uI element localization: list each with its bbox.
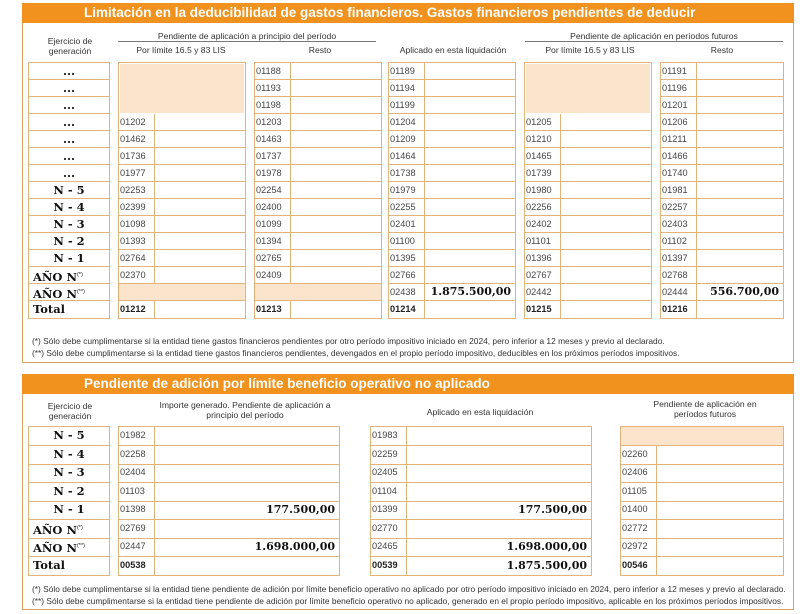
s2-row[interactable] [621,483,783,502]
s1-row [119,284,245,301]
s1-note-2: (**) Sólo debe cumplimentarse si la entidad tiene gastos financieros pendientes, devengados en el propio período impositivo, deducibles en los próximos períodos impositivos. [32,348,680,358]
s1-ejercicio-text: ... [62,98,75,112]
s1-row[interactable] [255,216,381,233]
s2-field-code: 02772 [621,520,657,538]
s2-ejercicio-row [29,483,109,502]
s1-row[interactable] [661,148,783,165]
s2-ejercicio-text: N - 5 [53,428,85,442]
s1-row[interactable] [119,131,245,148]
s1-row [255,284,381,301]
s2-total-row[interactable] [371,557,591,576]
s1-hdr-rule-2 [525,41,783,42]
s1-row[interactable] [119,182,245,199]
s2-row[interactable] [119,538,339,557]
s1-row[interactable] [661,114,783,131]
s1-ejercicio-label [29,148,109,164]
s1-field-code: 02765 [255,250,291,266]
s2-field-value: 1.875.500,00 [506,559,587,572]
s2-total-label: Total [33,558,66,572]
s1-field-code: 02253 [119,182,155,198]
s1-row[interactable] [389,80,515,97]
s1-row[interactable] [119,267,245,284]
s2-row[interactable] [371,427,591,446]
s2-field-code: 02769 [119,520,155,538]
s1-field-code: 02767 [525,267,561,283]
s1-field-code: 01396 [525,250,561,266]
s1-row[interactable] [255,250,381,267]
s2-field-code: 02972 [621,538,657,556]
s1-field-code: 01216 [661,301,697,318]
s1-field-code: 01463 [255,131,291,147]
s1-field-code: 01213 [255,301,291,318]
s1-hdr-rule-1 [118,41,376,42]
s2-row [621,427,783,446]
s2-ejercicio-column [28,426,110,576]
s2-field-code: 01983 [371,427,407,445]
s1-total-row[interactable] [661,301,783,318]
s1-ejercicio-label [29,97,109,113]
s1-field-code: 01466 [661,148,697,164]
s1-ejercicio-column [28,62,110,319]
s2-row[interactable] [119,427,339,446]
s2-total-row[interactable] [621,557,783,576]
s1-row[interactable] [255,182,381,199]
s2-ejercicio-row [29,520,109,539]
s1-ejercicio-text: AÑO N [33,287,77,301]
s1-field-value: 556.700,00 [710,285,779,298]
s1-field-code: 01465 [525,148,561,164]
s1-field-code: 01737 [255,148,291,164]
s1-row[interactable] [389,284,515,301]
s1-field-code: 01211 [661,131,697,147]
s1-row[interactable] [255,114,381,131]
s1-total-row[interactable] [255,301,381,318]
s2-field-value: 177.500,00 [518,503,587,516]
s1-row[interactable] [255,233,381,250]
s1-field-code: 01979 [389,182,425,198]
s2-ejercicio-row [29,557,109,576]
s1-field-code: 02256 [525,199,561,215]
s1-row[interactable] [389,216,515,233]
section1-title: Limitación en la deducibilidad de gastos financieros. Gastos financieros pendientes de deducir [22,3,794,23]
s2-ejercicio-text: N - 2 [53,484,85,498]
s2-row[interactable] [621,520,783,539]
s1-ejercicio-label [29,165,109,181]
s1-shaded-area [120,64,244,113]
section2-title: Pendiente de adición por límite beneficio operativo no aplicado [22,374,794,394]
s2-hdr-aplicado: Aplicado en esta liquidación [426,407,534,417]
s1-row[interactable] [255,165,381,182]
s2-column-col_c [620,426,784,576]
s1-row[interactable] [661,250,783,267]
s1-ejercicio-label [29,267,109,285]
s2-field-code: 02258 [119,446,155,464]
s2-ejercicio-row [29,501,109,520]
s1-ejercicio-label [29,233,109,249]
s1-row[interactable] [389,165,515,182]
s2-field-code: 01104 [371,483,407,501]
s1-ejercicio-row [29,80,109,97]
s2-ejercicio-label [29,520,109,539]
s1-ejercicio-text: N - 3 [53,217,85,231]
s1-field-code: 01212 [119,301,155,318]
s1-field-code: 01202 [119,114,155,130]
s1-row[interactable] [525,233,651,250]
s1-field-code: 01214 [389,301,425,318]
s1-hdr-pendiente-inicio: Pendiente de aplicación a principio del período [157,31,337,41]
s1-field-code: 01203 [255,114,291,130]
s1-field-code: 02766 [389,267,425,283]
s1-row[interactable] [661,216,783,233]
s1-hdr-por-limite-2: Por límite 16.5 y 83 LIS [545,45,635,55]
s1-row[interactable] [389,97,515,114]
s2-row[interactable] [621,538,783,557]
s1-hdr-por-limite: Por límite 16.5 y 83 LIS [136,45,226,55]
s1-ejercicio-label [29,80,109,96]
s1-row[interactable] [661,284,783,301]
s1-field-code: 01981 [661,182,697,198]
s2-ejercicio-label [29,427,109,444]
s1-ejercicio-row [29,114,109,131]
s1-hdr-resto: Resto [308,45,332,55]
s1-row[interactable] [389,233,515,250]
s1-row[interactable] [525,216,651,233]
s2-ejercicio-row [29,464,109,483]
s2-field-code: 01398 [119,501,155,519]
s2-total-row[interactable] [119,557,339,576]
s2-field-code: 01103 [119,483,155,501]
s1-field-code: 01196 [661,80,697,96]
s2-field-code: 01399 [371,501,407,519]
s1-row[interactable] [119,199,245,216]
s1-row[interactable] [255,131,381,148]
s1-ejercicio-label [29,284,109,302]
s1-field-code: 01215 [525,301,561,318]
s1-field-code: 01102 [661,233,697,249]
s1-row[interactable] [255,267,381,284]
s1-ejercicio-label [29,131,109,147]
s1-row[interactable] [525,165,651,182]
s1-ejercicio-text: N - 2 [53,234,85,248]
s2-ejercicio-label [29,464,109,481]
s1-ejercicio-row [29,199,109,216]
s1-row[interactable] [389,148,515,165]
s1-ejercicio-row [29,250,109,267]
s1-row[interactable] [661,182,783,199]
s2-field-code: 01400 [621,501,657,519]
s1-field-code: 02254 [255,182,291,198]
s2-field-code: 02447 [119,538,155,556]
s2-row[interactable] [371,483,591,502]
s1-field-code: 01740 [661,165,697,181]
s1-ejercicio-text: ... [62,115,75,129]
s2-column-col_b [370,426,592,576]
s2-row[interactable] [119,501,339,520]
s2-field-value: 1.698.000,00 [506,540,587,553]
s1-row[interactable] [525,199,651,216]
s2-row[interactable] [621,501,783,520]
s1-row[interactable] [661,63,783,80]
s1-field-code: 02444 [661,284,697,300]
s1-field-code: 02400 [255,199,291,215]
s1-row[interactable] [661,165,783,182]
s1-ejercicio-text: ... [62,81,75,95]
s1-ejercicio-row [29,284,109,301]
s1-total-row[interactable] [119,301,245,318]
s1-row[interactable] [255,63,381,80]
s1-row[interactable] [661,131,783,148]
s1-field-code: 01736 [119,148,155,164]
s1-ejercicio-label [29,216,109,232]
s1-ejercicio-text: AÑO N [33,270,77,284]
s1-field-code: 01739 [525,165,561,181]
s2-ejercicio-row [29,446,109,465]
s2-row[interactable] [371,464,591,483]
s1-field-code: 02399 [119,199,155,215]
s2-footnote-mark: (*) [76,525,83,531]
s2-ejercicio-text: AÑO N [33,523,77,537]
s1-row[interactable] [525,284,651,301]
s2-hdr-pendiente: Pendiente de aplicación en períodos futuros [653,399,757,419]
s2-hdr-importe: Importe generado. Pendiente de aplicación a principio del período [159,400,331,420]
s1-ejercicio-row [29,131,109,148]
s1-ejercicio-row [29,63,109,80]
s2-field-code: 02405 [371,464,407,482]
s1-field-code: 01205 [525,114,561,130]
s1-row[interactable] [255,199,381,216]
s2-ejercicio-text: AÑO N [33,541,77,555]
s1-ejercicio-row [29,97,109,114]
s2-field-code: 02259 [371,446,407,464]
s1-row[interactable] [389,182,515,199]
s2-field-code: 02770 [371,520,407,538]
s2-footnote-mark: (**) [76,543,85,549]
s1-row[interactable] [525,114,651,131]
s1-ejercicio-label [29,250,109,266]
s1-ejercicio-row [29,267,109,284]
s1-row[interactable] [255,97,381,114]
s1-ejercicio-row [29,148,109,165]
s2-row[interactable] [371,446,591,465]
s1-field-code: 01204 [389,114,425,130]
s1-row[interactable] [389,199,515,216]
s1-hdr-pendiente-futuros: Pendiente de aplicación en períodos futuros [570,31,738,41]
s1-field-code: 01394 [255,233,291,249]
s1-footnote-mark: (**) [76,289,85,295]
s2-row[interactable] [119,446,339,465]
s1-row[interactable] [389,267,515,284]
s2-row[interactable] [621,464,783,483]
s1-field-value: 1.875.500,00 [430,285,511,298]
s1-ejercicio-text: N - 4 [53,200,85,214]
s1-ejercicio-text: ... [62,132,75,146]
s1-ejercicio-label [29,182,109,198]
s1-field-code: 02401 [389,216,425,232]
s1-ejercicio-label [29,114,109,130]
s1-field-code: 01100 [389,233,425,249]
s1-hdr-ejercicio: Ejercicio de generación [47,36,93,56]
s2-field-code: 00546 [621,557,657,576]
s1-row[interactable] [255,148,381,165]
s2-ejercicio-text: N - 1 [53,502,85,516]
s1-column-col_d [524,62,652,319]
s1-ejercicio-text: N - 5 [53,183,85,197]
s1-field-code: 02370 [119,267,155,283]
s1-field-code: 02403 [661,216,697,232]
s1-field-code: 02402 [525,216,561,232]
s1-note-1: (*) Sólo debe cumplimentarse si la entidad tiene gastos financieros pendientes por otro período impositivo iniciado en 2024, pero inferior a 12 meses y previo al declarado. [32,336,665,346]
s1-row[interactable] [119,250,245,267]
s1-row[interactable] [525,182,651,199]
s1-ejercicio-text: N - 1 [53,251,85,265]
s2-field-code: 02406 [621,464,657,482]
s2-field-code: 01105 [621,483,657,501]
s1-field-code: 01977 [119,165,155,181]
s2-field-code: 02404 [119,464,155,482]
s1-field-code: 01194 [389,80,425,96]
s1-field-code: 02442 [525,284,561,300]
s1-row[interactable] [255,80,381,97]
s2-column-col_a [118,426,340,576]
s2-field-value: 1.698.000,00 [254,540,335,553]
s1-ejercicio-text: ... [62,64,75,78]
s1-row[interactable] [525,148,651,165]
s1-row[interactable] [389,63,515,80]
s1-ejercicio-row [29,216,109,233]
s1-ejercicio-label [29,63,109,79]
s1-row[interactable] [661,80,783,97]
s1-field-code: 02257 [661,199,697,215]
s1-field-code: 01101 [525,233,561,249]
s1-row[interactable] [661,267,783,284]
s1-field-code: 01193 [255,80,291,96]
s2-note-2: (**) Sólo debe cumplimentarse si la entidad tiene pendiente de adición por límite beneficio operativo no aplicado, generado en el propio período impositivo, aplicable en los próximos períodos impositivos. [32,596,784,606]
s1-field-code: 02409 [255,267,291,283]
s1-field-code: 02255 [389,199,425,215]
s1-column-col_b [254,62,382,319]
s1-field-code: 01978 [255,165,291,181]
s1-total-row[interactable] [389,301,515,318]
s1-ejercicio-label [29,199,109,215]
s1-ejercicio-row [29,165,109,182]
s1-row[interactable] [661,199,783,216]
s1-row[interactable] [389,250,515,267]
s2-ejercicio-row [29,427,109,446]
s2-row[interactable] [119,520,339,539]
s1-column-col_a [118,62,246,319]
s1-field-code: 01209 [389,131,425,147]
s1-footnote-mark: (*) [76,272,83,278]
s1-field-code: 01199 [389,97,425,113]
s2-hdr-ejercicio: Ejercicio de generación [47,401,93,421]
s1-row[interactable] [389,114,515,131]
s1-field-code: 01099 [255,216,291,232]
s1-column-col_e [660,62,784,319]
s1-row[interactable] [661,233,783,250]
s1-shaded-area [526,64,650,113]
s1-field-code: 01206 [661,114,697,130]
s2-ejercicio-label [29,501,109,518]
s1-ejercicio-row [29,182,109,199]
s1-field-code: 01201 [661,97,697,113]
s2-field-value: 177.500,00 [266,503,335,516]
s2-ejercicio-text: N - 3 [53,465,85,479]
s1-hdr-aplicado: Aplicado en esta liquidación [399,45,507,55]
s2-row[interactable] [119,464,339,483]
s1-field-code: 01462 [119,131,155,147]
s1-field-code: 02764 [119,250,155,266]
s2-ejercicio-label [29,538,109,557]
s1-field-code: 01210 [525,131,561,147]
s1-field-code: 01198 [255,97,291,113]
s1-ejercicio-row [29,301,109,318]
s2-row[interactable] [371,520,591,539]
s2-note-1: (*) Sólo debe cumplimentarse si la entidad tiene pendiente de adición por límite beneficio operativo no aplicado por otro período impositivo iniciado en 2024, pero inferior a 12 meses y previo al declarado. [32,584,786,594]
s1-row[interactable] [389,131,515,148]
s1-ejercicio-row [29,233,109,250]
s1-field-code: 01189 [389,63,425,79]
s2-row[interactable] [119,483,339,502]
s1-field-code: 01397 [661,250,697,266]
s1-field-code: 01098 [119,216,155,232]
s1-field-code: 01395 [389,250,425,266]
s2-row[interactable] [621,446,783,465]
s1-row[interactable] [525,131,651,148]
s2-ejercicio-row [29,538,109,557]
s1-field-code: 02438 [389,284,425,300]
s2-field-code: 00538 [119,557,155,576]
s1-total-label: Total [33,302,66,316]
s1-ejercicio-text: ... [62,149,75,163]
s2-ejercicio-label [29,483,109,500]
s1-field-code: 02768 [661,267,697,283]
s1-ejercicio-text: ... [62,166,75,180]
s1-field-code: 01191 [661,63,697,79]
s1-column-col_c [388,62,516,319]
s1-hdr-resto-2: Resto [710,45,734,55]
s2-field-code: 01982 [119,427,155,445]
s2-ejercicio-label [29,446,109,463]
s2-row[interactable] [371,538,591,557]
s2-field-code: 02465 [371,538,407,556]
s2-ejercicio-text: N - 4 [53,447,85,461]
s2-field-code: 02260 [621,446,657,464]
s1-row[interactable] [119,165,245,182]
s1-row[interactable] [661,97,783,114]
s1-row[interactable] [119,148,245,165]
s2-field-code: 00539 [371,557,407,576]
s1-field-code: 01393 [119,233,155,249]
s1-field-code: 01464 [389,148,425,164]
s1-row[interactable] [119,114,245,131]
s1-row[interactable] [119,216,245,233]
s2-row[interactable] [371,501,591,520]
s1-row[interactable] [525,267,651,284]
s1-total-row[interactable] [525,301,651,318]
s1-field-code: 01188 [255,63,291,79]
s1-row[interactable] [525,250,651,267]
s1-row[interactable] [119,233,245,250]
s1-field-code: 01980 [525,182,561,198]
s1-field-code: 01738 [389,165,425,181]
